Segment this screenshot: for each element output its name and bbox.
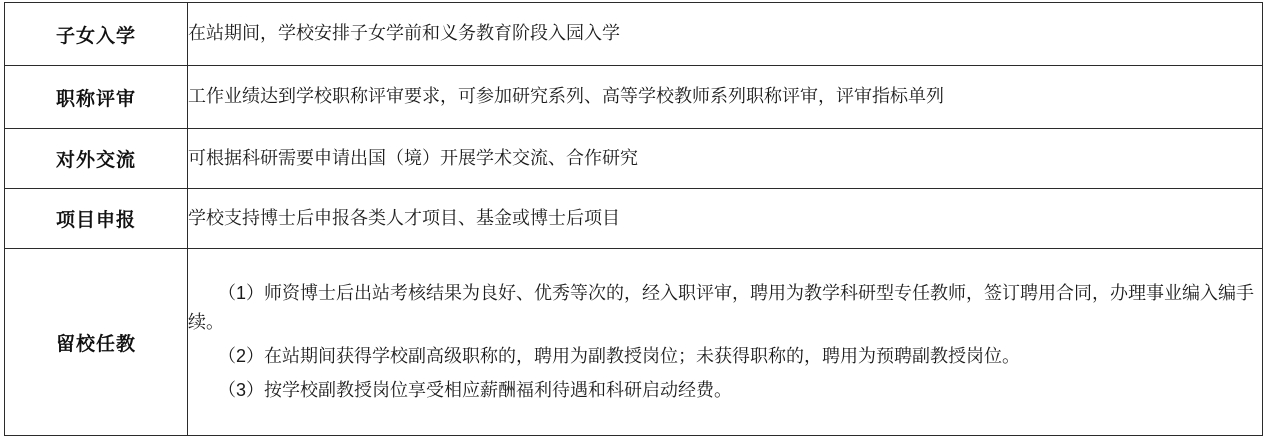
table-row (5, 66, 1263, 129)
row-content-project-application (188, 189, 1263, 249)
row-content-title-review (188, 66, 1263, 129)
content-paragraph: 工作业绩达到学校职称评审要求，可参加研究系列、高等学校教师系列职称评审，评审指标单列 (188, 86, 944, 107)
content-paragraph: （1）师资博士后出站考核结果为良好、优秀等次的，经入职评审，聘用为教学科研型专任教师，签订聘用合同，办理事业编入编手续。 (188, 282, 1255, 332)
row-label-stay-teaching: 留校任教 (5, 249, 188, 436)
content-paragraph: 在站期间，学校安排子女学前和义务教育阶段入园入学 (188, 23, 620, 44)
row-content-stay-teaching (188, 249, 1263, 436)
row-label-children-schooling: 子女入学 (5, 3, 188, 66)
table-body (5, 3, 1263, 436)
table-row (5, 249, 1263, 436)
row-content-external-exchange (188, 129, 1263, 189)
benefits-table (4, 2, 1263, 436)
row-label-external-exchange: 对外交流 (5, 129, 188, 189)
content-paragraph: （3）按学校副教授岗位享受相应薪酬福利待遇和科研启动经费。 (218, 380, 733, 401)
content-paragraph: 可根据科研需要申请出国（境）开展学术交流、合作研究 (188, 147, 638, 168)
content-paragraph: （2）在站期间获得学校副高级职称的，聘用为副教授岗位；未获得职称的，聘用为预聘副教授岗位。 (218, 346, 1021, 366)
content-paragraph: 学校支持博士后申报各类人才项目、基金或博士后项目 (188, 207, 620, 228)
table-row (5, 189, 1263, 249)
table-row (5, 3, 1263, 66)
row-label-project-application: 项目申报 (5, 189, 188, 249)
table-row (5, 129, 1263, 189)
row-content-children-schooling (188, 3, 1263, 66)
document-page (0, 2, 1267, 443)
row-label-title-review: 职称评审 (5, 66, 188, 129)
